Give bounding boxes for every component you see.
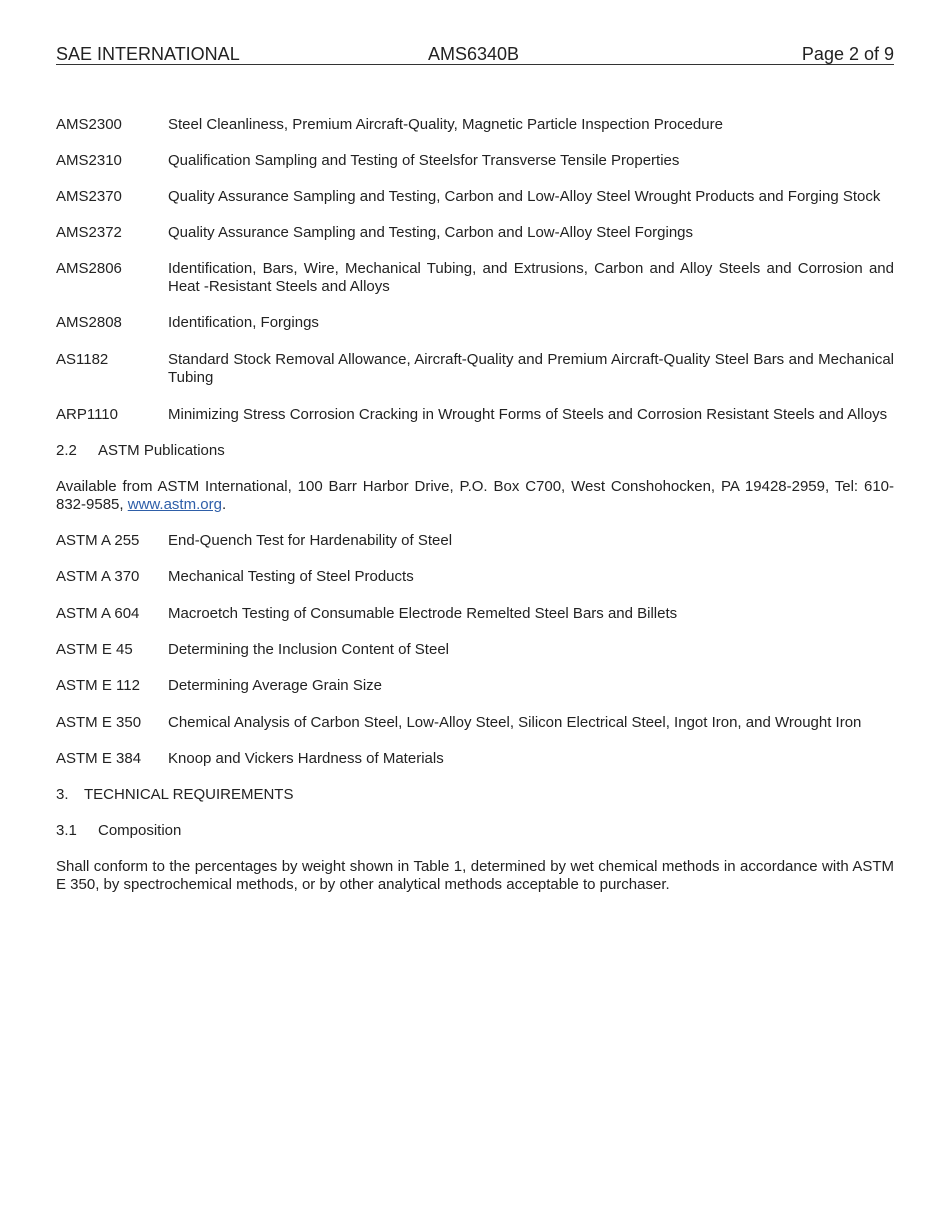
reference-title: Minimizing Stress Corrosion Cracking in Wrought Forms of Steels and Corrosion Resistant Steels and Alloys [168,406,888,423]
reference-title: Identification, Forgings [168,314,319,331]
reference-title: Determining the Inclusion Content of Steel [168,641,449,658]
reference-title: Identification, Bars, Wire, Mechanical Tubing, and Extrusions, Carbon and Alloy Steels and Corrosion and Heat -Resistant Steels and Alloys [168,260,894,295]
reference-row [56,568,894,586]
section-number: 3.1 [56,822,77,839]
reference-row [56,260,894,296]
reference-code: AS1182 [56,351,109,368]
page-header [56,44,894,65]
composition-paragraph: Shall conform to the percentages by weight shown in Table 1, determined by wet chemical methods in accordance with ASTM E 350, by spectrochemical methods, or by other analytical methods acceptable to purchaser. [56,858,894,893]
astm-availability-paragraph [56,478,894,514]
reference-row [56,532,894,550]
section-title: TECHNICAL REQUIREMENTS [84,786,294,803]
reference-code: ASTM E 384 [56,750,142,767]
section-number: 2.2 [56,442,77,459]
reference-title: Steel Cleanliness, Premium Aircraft-Quality, Magnetic Particle Inspection Procedure [168,116,723,133]
reference-row [56,188,894,206]
reference-title: Quality Assurance Sampling and Testing, Carbon and Low-Alloy Steel Forgings [168,224,694,241]
availability-period: . [221,496,227,513]
reference-code: AMS2808 [56,314,122,331]
header-org: SAE INTERNATIONAL [56,44,240,64]
reference-row [56,152,894,170]
section-heading-3-1 [56,822,894,840]
reference-code: ARP1110 [56,406,118,423]
reference-code: ASTM A 604 [56,605,140,622]
reference-row [56,116,894,134]
reference-code: AMS2370 [56,188,122,205]
reference-title: Standard Stock Removal Allowance, Aircraft-Quality and Premium Aircraft-Quality Steel Bars and Mechanical Tubing [168,351,894,386]
reference-title: Quality Assurance Sampling and Testing, Carbon and Low-Alloy Steel Wrought Products and Forging Stock [168,188,881,205]
reference-row [56,224,894,242]
reference-title: Knoop and Vickers Hardness of Materials [168,750,444,767]
reference-title: Chemical Analysis of Carbon Steel, Low-Alloy Steel, Silicon Electrical Steel, Ingot Iron, and Wrought Iron [168,714,862,731]
section-title: ASTM Publications [98,442,225,459]
reference-title: End-Quench Test for Hardenability of Steel [168,532,453,549]
section-heading-2-2 [56,442,894,460]
reference-code: ASTM A 255 [56,532,140,549]
reference-code: ASTM A 370 [56,568,140,585]
reference-code: AMS2300 [56,116,122,133]
reference-row [56,605,894,623]
reference-row [56,351,894,387]
reference-code: AMS2806 [56,260,122,277]
reference-code: AMS2372 [56,224,122,241]
header-page-number: Page 2 of 9 [801,44,894,64]
reference-row [56,750,894,768]
reference-title: Determining Average Grain Size [168,677,382,694]
reference-title: Mechanical Testing of Steel Products [168,568,414,585]
reference-code: ASTM E 112 [56,677,140,694]
reference-row [56,406,894,424]
reference-row [56,314,894,332]
reference-title: Qualification Sampling and Testing of Steelsfor Transverse Tensile Properties [168,152,680,169]
document-body [56,116,894,894]
reference-code: ASTM E 350 [56,714,142,731]
reference-row [56,641,894,659]
header-doc-id: AMS6340B [428,44,520,64]
reference-row [56,677,894,695]
reference-code: AMS2310 [56,152,122,169]
availability-text: Available from ASTM International, 100 Barr Harbor Drive, P.O. Box C700, West Conshohocken, PA 19428-2959, Tel: 610-832-9585, [56,478,894,513]
section-heading-3 [56,786,894,804]
section-title: Composition [98,822,182,839]
section-number: 3. [56,786,69,803]
reference-row [56,714,894,732]
astm-website-link[interactable]: www.astm.org [127,496,222,513]
reference-title: Macroetch Testing of Consumable Electrode Remelted Steel Bars and Billets [168,605,678,622]
reference-code: ASTM E 45 [56,641,133,658]
